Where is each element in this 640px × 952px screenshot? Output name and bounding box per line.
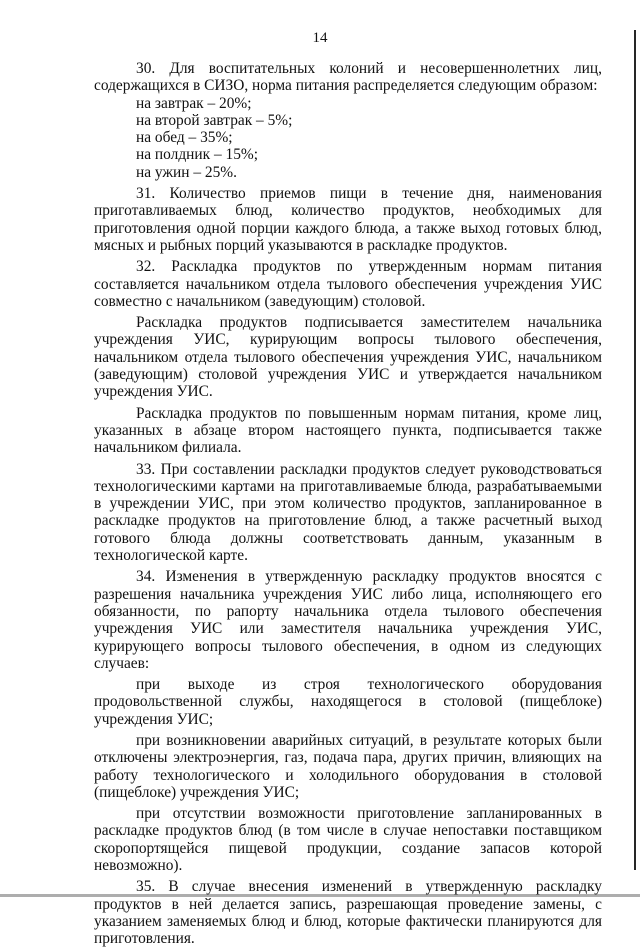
paragraph-34: 34. Изменения в утвержденную раскладку продуктов вносятся с разрешения начальника учреждения УИС либо лица, исполняющего его обязанности, по рапорту начальника отдела тылового обеспечения учреждения УИС или заместителя начальника учреждения УИС, курирующего вопросы тылового обеспечения, в одном из следующих случаев: <box>94 568 602 672</box>
paragraph-34-case-equipment: при выходе из строя технологического оборудования продовольственной службы, находящегося в столовой (пищеблоке) учреждения УИС; <box>94 676 602 728</box>
document-body <box>94 60 602 952</box>
scan-edge-line <box>634 30 636 870</box>
paragraph-32: 32. Раскладка продуктов по утвержденным нормам питания составляется начальником отдела тылового обеспечения учреждения УИС совместно с начальником (заведующим) столовой. <box>94 258 602 310</box>
paragraph-33: 33. При составлении раскладки продуктов следует руководствоваться технологическими картами на приготавливаемые блюда, разрабатываемыми в учреждении УИС, при этом количество продуктов, запланированное в раскладке продуктов на приготовление блюд, а также расчетный выход готового блюда должны соответствовать данным, указанным в технологической карте. <box>94 460 602 565</box>
paragraph-34-case-no-possibility: при отсутствии возможности приготовление запланированных в раскладке продуктов блюд (в том числе в случае непоставки поставщиком скоропортящейся пищевой продукции, создание запасов которой невозможно). <box>94 805 602 875</box>
meal-item-second-breakfast: на второй завтрак – 5%; <box>136 111 293 129</box>
meal-item-lunch: на обед – 35%; <box>136 129 233 147</box>
paragraph-32-increased-norms: Раскладка продуктов по повышенным нормам питания, кроме лиц, указанных в абзаце втором настоящего пункта, подписывается также начальником филиала. <box>94 404 602 457</box>
paragraph-31: 31. Количество приемов пищи в течение дня, наименования приготавливаемых блюд, количество продуктов, необходимых для приготовления одной порции каждого блюда, а также выход готовых блюд, мясных и рыбных порций указываются в раскладке продуктов. <box>94 185 602 254</box>
meal-item-snack: на полдник – 15%; <box>136 146 258 164</box>
paragraph-34-case-emergency: при возникновении аварийных ситуаций, в результате которых были отключены электроэнергия, газ, подача пара, других причин, влияющих на работу технологического и холодильного оборудования в столовой (пищеблоке) учреждения УИС; <box>94 731 602 801</box>
paragraph-30: 30. Для воспитательных колоний и несовершеннолетних лиц, содержащихся в СИЗО, норма питания распределяется следующим образом: <box>94 60 602 95</box>
meal-item-dinner: на ужин – 25%. <box>136 163 237 181</box>
paragraph-35: 35. В случае внесения изменений в утвержденную раскладку продуктов в ней делается запись, разрешающая проведение замены, с указанием заменяемых блюд и блюд, которые фактически планируются для приготовления. <box>94 878 602 948</box>
meal-item-breakfast: на завтрак – 20%; <box>136 94 252 112</box>
paragraph-32-signing: Раскладка продуктов подписывается заместителем начальника учреждения УИС, курирующим вопросы тылового обеспечения, начальником отдела тылового обеспечения учреждения УИС, начальником (заведующим) столовой учреждения УИС и утверждается начальником учреждения УИС. <box>94 314 602 401</box>
page-number: 14 <box>312 30 328 46</box>
